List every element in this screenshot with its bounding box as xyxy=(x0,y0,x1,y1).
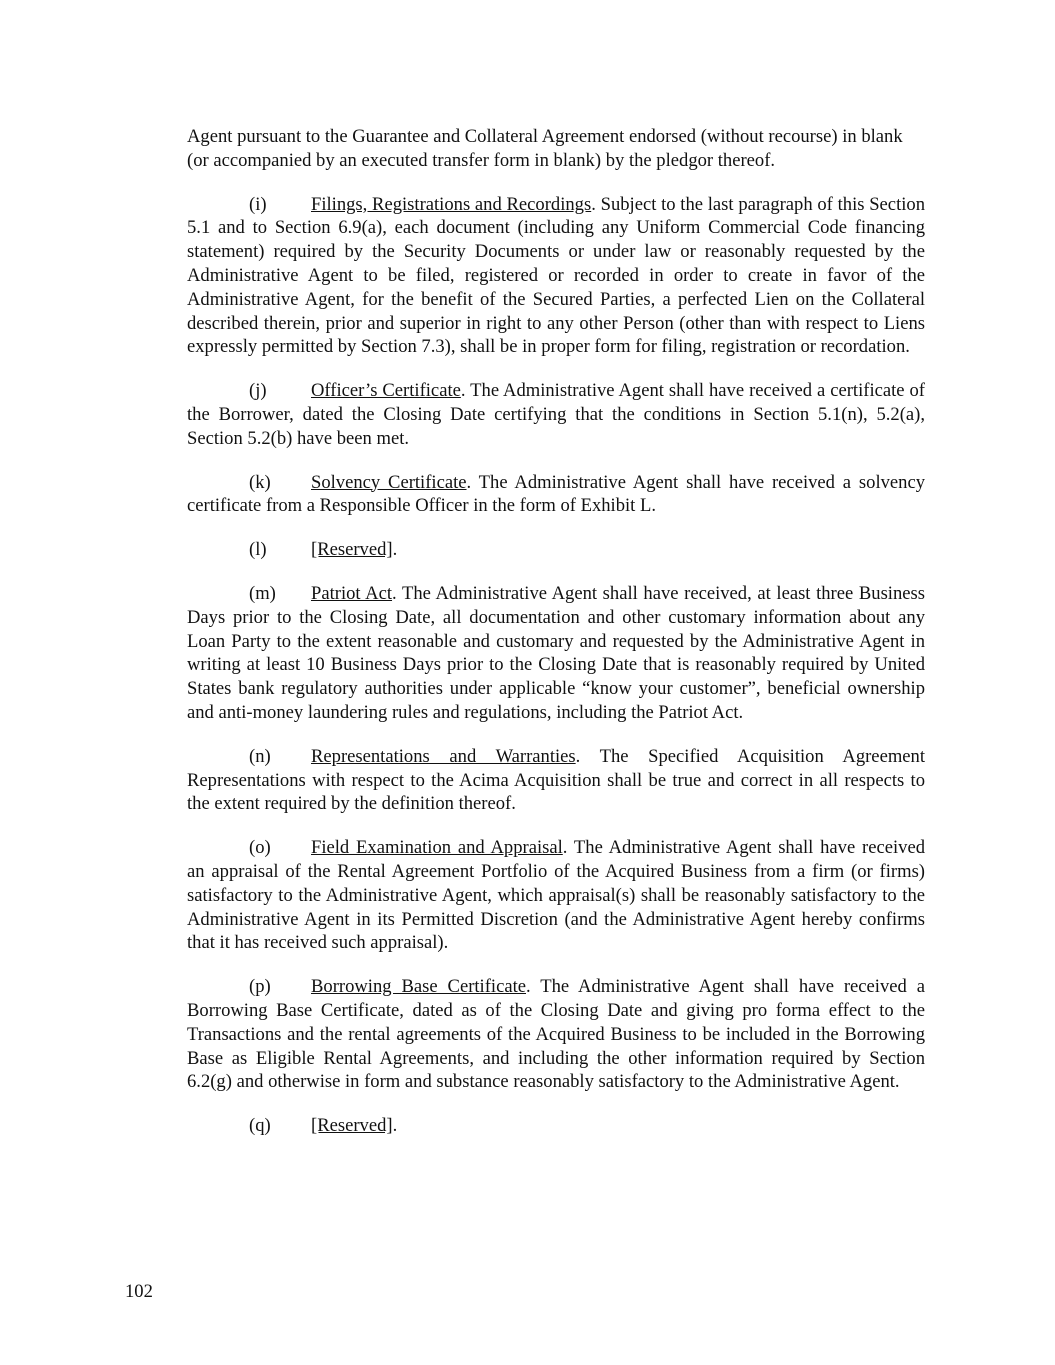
section-q: (q) [Reserved]. xyxy=(249,1115,398,1137)
section-heading: Patriot Act xyxy=(311,582,393,604)
section-number: (m) xyxy=(249,582,276,604)
section-number: (i) xyxy=(249,193,267,215)
section-number: (k) xyxy=(249,471,271,493)
section-o: (o) Field Examination and Appraisal. The Administrative Agent shall have received an appraisal of the Rental Agreement Portfolio of the Acquired Business from a firm (or firms) satisfactory to the Administrative Agent, which appraisal(s) shall be reasonably satisfactory to the Administrative Agent in its Permitted Discretion (and the Administrative Agent hereby confirms that it has received such appraisal). xyxy=(187,837,925,954)
section-number: (n) xyxy=(249,745,271,767)
section-heading: Filings, Registrations and Recordings xyxy=(311,193,592,215)
section-m: (m) Patriot Act. The Administrative Agent shall have received, at least three Business Days prior to the Closing Date, all documentation and other customary information about any Loan Party to the extent reasonable and customary and requested by the Administrative Agent in writing at least 10 Business Days prior to the Closing Date that is reasonably required by United States bank regulatory authorities under applicable “know your customer”, beneficial ownership and anti-money laundering rules and regulations, including the Patriot Act. xyxy=(187,582,925,723)
section-text: Subject to the last paragraph of this Section 5.1 and to Section 6.9(a), each document (including any Uniform Commercial Code financing statement) required by the Security Documents or under law or reasonably requested by the Administrative Agent to be filed, registered or recorded in order to create in favor of the Administrative Agent, for the benefit of the Secured Parties, a perfected Lien on the Collateral described therein, prior and superior in right to any other Person (other than with respect to Liens expressly permitted by Section 7.3), shall be in proper form for filing, registration or recordation. xyxy=(187,193,925,358)
section-text: The Specified Acquisition Agreement Representations with respect to the Acima Acquisition shall be true and correct in all respects to the extent required by the definition thereof. xyxy=(187,745,925,815)
section-number: (o) xyxy=(249,837,271,859)
section-heading: Solvency Certificate xyxy=(311,471,467,493)
section-text: The Administrative Agent shall have received a Borrowing Base Certificate, dated as of the Closing Date and giving pro forma effect to the Transactions and the rental agreements of the Acquired Business to be included in the Borrowing Base as Eligible Rental Agreements, and including the other information required by Section 6.2(g) and otherwise in form and substance reasonably satisfactory to the Administrative Agent. xyxy=(187,976,925,1093)
section-text: The Administrative Agent shall have received a solvency certificate from a Responsible Officer in the form of Exhibit L. xyxy=(187,471,926,517)
section-p: (p) Borrowing Base Certificate. The Administrative Agent shall have received a Borrowing Base Certificate, dated as of the Closing Date and giving pro forma effect to the Transactions and the rental agreements of the Acquired Business to be included in the Borrowing Base as Eligible Rental Agreements, and including the other information required by Section 6.2(g) and otherwise in form and substance reasonably satisfactory to the Administrative Agent. xyxy=(187,976,925,1093)
section-heading: [Reserved] xyxy=(311,1115,393,1137)
section-k: (k) Solvency Certificate. The Administrative Agent shall have received a solvency certificate from a Responsible Officer in the form of Exhibit L. xyxy=(187,471,926,517)
section-number: (j) xyxy=(249,380,267,402)
section-l: (l) [Reserved]. xyxy=(249,539,398,561)
document-body xyxy=(187,125,925,1158)
section-text: The Administrative Agent shall have received an appraisal of the Rental Agreement Portfolio of the Acquired Business from a firm (or firms) satisfactory to the Administrative Agent, which appraisal(s) shall be reasonably satisfactory to the Administrative Agent in its Permitted Discretion (and the Administrative Agent hereby confirms that it has received such appraisal). xyxy=(187,837,925,954)
section-heading: [Reserved] xyxy=(311,539,393,561)
section-number: (q) xyxy=(249,1115,271,1137)
section-number: (p) xyxy=(249,976,271,998)
section-heading: Officer’s Certificate xyxy=(311,380,461,402)
section-heading: Borrowing Base Certificate xyxy=(311,976,526,998)
section-heading: Representations and Warranties xyxy=(311,745,576,767)
page-number: 102 xyxy=(125,1281,153,1302)
continuation-paragraph: Agent pursuant to the Guarantee and Collateral Agreement endorsed (without recourse) in blank (or accompanied by an executed transfer form in blank) by the pledgor thereof. xyxy=(187,126,903,171)
section-i: (i) Filings, Registrations and Recordings. Subject to the last paragraph of this Section 5.1 and to Section 6.9(a), each document (including any Uniform Commercial Code financing statement) required by the Security Documents or under law or reasonably requested by the Administrative Agent to be filed, registered or recorded in order to create in favor of the Administrative Agent, for the benefit of the Secured Parties, a perfected Lien on the Collateral described therein, prior and superior in right to any other Person (other than with respect to Liens expressly permitted by Section 7.3), shall be in proper form for filing, registration or recordation. xyxy=(187,193,925,358)
section-text: The Administrative Agent shall have received, at least three Business Days prior to the Closing Date, all documentation and other customary information about any Loan Party to the extent reasonable and customary and requested by the Administrative Agent in writing at least 10 Business Days prior to the Closing Date that is reasonably required by United States bank regulatory authorities under applicable “know your customer”, beneficial ownership and anti-money laundering rules and regulations, including the Patriot Act. xyxy=(187,582,925,723)
section-n: (n) Representations and Warranties. The Specified Acquisition Agreement Representations with respect to the Acima Acquisition shall be true and correct in all respects to the extent required by the definition thereof. xyxy=(187,745,925,815)
section-j: (j) Officer’s Certificate. The Administrative Agent shall have received a certificate of the Borrower, dated the Closing Date certifying that the conditions in Section 5.1(n), 5.2(a), Section 5.2(b) have been met. xyxy=(187,380,926,449)
section-text: The Administrative Agent shall have received a certificate of the Borrower, dated the Closing Date certifying that the conditions in Section 5.1(n), 5.2(a), Section 5.2(b) have been met. xyxy=(187,380,926,449)
section-number: (l) xyxy=(249,539,267,561)
section-heading: Field Examination and Appraisal xyxy=(311,837,563,859)
